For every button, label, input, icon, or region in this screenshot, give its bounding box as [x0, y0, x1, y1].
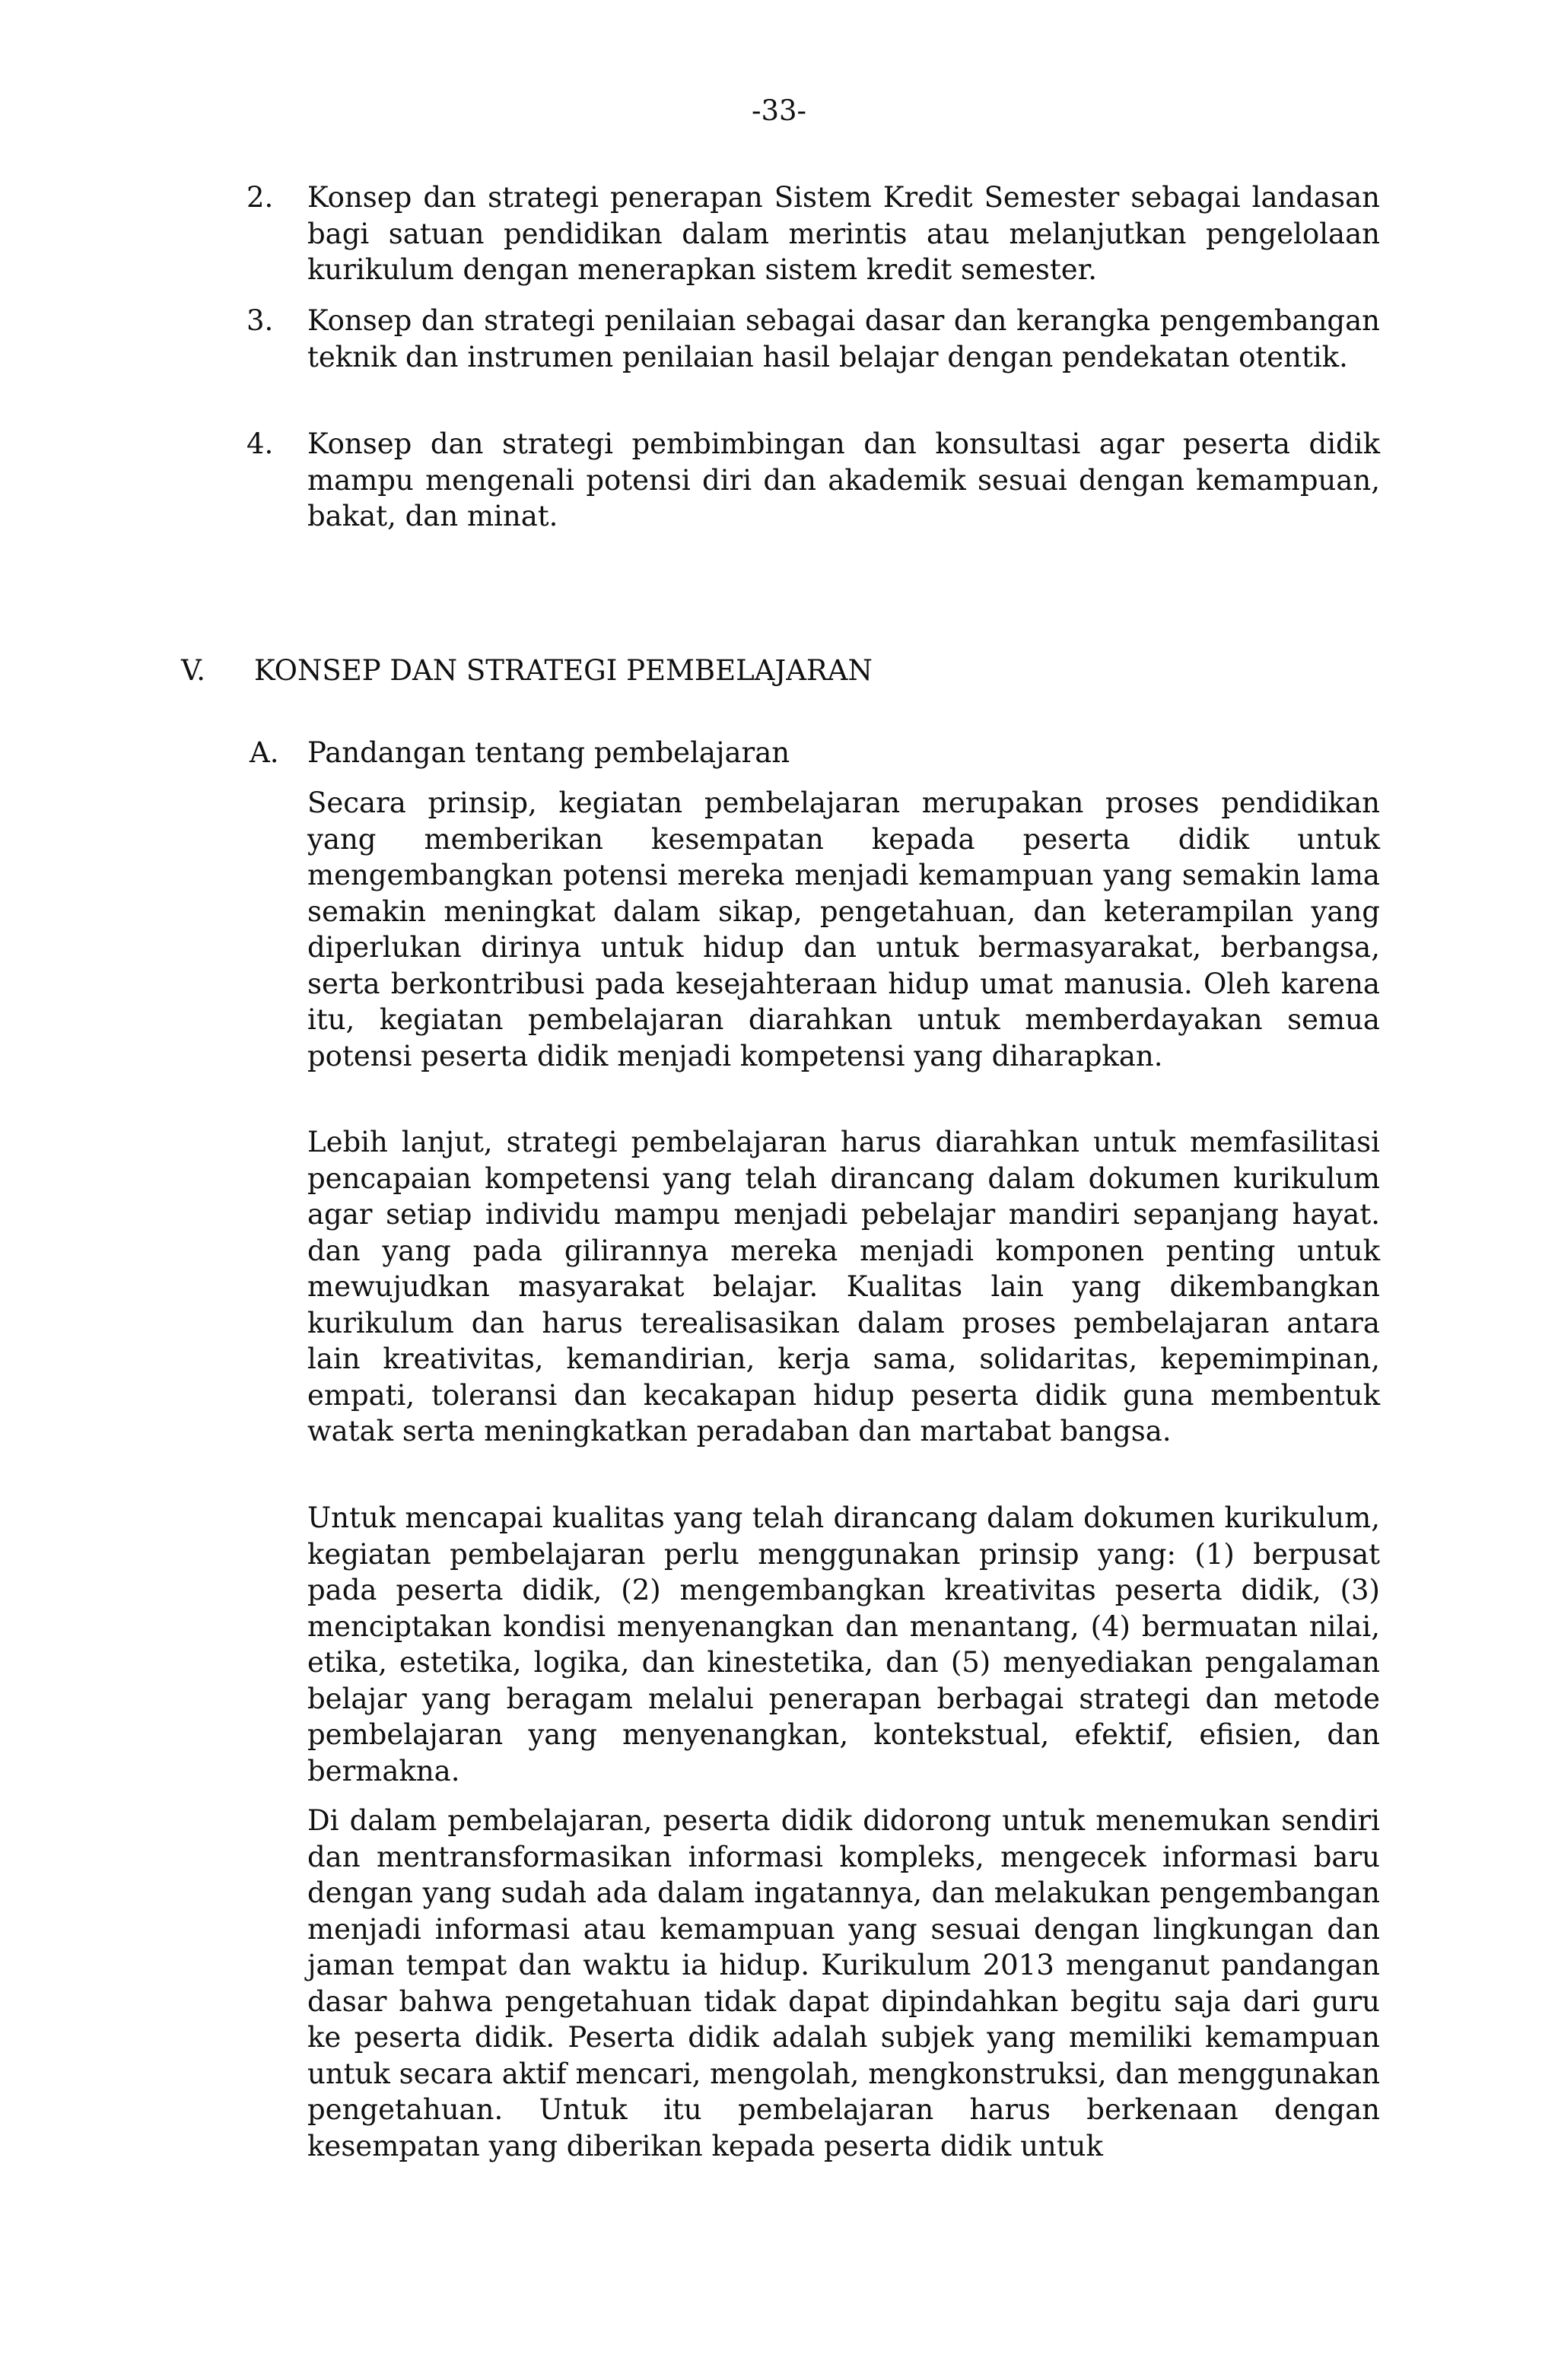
- subsection-title: Pandangan tentang pembelajaran: [307, 736, 790, 769]
- body-paragraph: Untuk mencapai kualitas yang telah dirancang dalam dokumen kurikulum, kegiatan pembelajaran perlu menggunakan prinsip yang: (1) berpusat pada peserta didik, (2) mengembangkan kreativitas peserta didik, (3) menciptakan kondisi menyenangkan dan menantang, (4) bermuatan nilai, etika, estetika, logika, dan kinestetika, dan (5) menyediakan pengalaman belajar yang beragam melalui penerapan berbagai strategi dan metode pembelajaran yang menyenangkan, kontekstual, efektif, efisien, dan bermakna.: [307, 1501, 1380, 1787]
- list-item-text: Konsep dan strategi pembimbingan dan konsultasi agar peserta didik mampu mengenali potensi diri dan akademik sesuai dengan kemampuan, bakat, dan minat.: [307, 427, 1380, 532]
- list-item-text: Konsep dan strategi penerapan Sistem Kredit Semester sebagai landasan bagi satuan pendidikan dalam merintis atau melanjutkan pengelolaan kurikulum dengan menerapkan sistem kredit semester.: [307, 181, 1380, 286]
- page-number: -33-: [751, 94, 807, 127]
- list-item-number: 3.: [246, 304, 274, 337]
- list-item-text: Konsep dan strategi penilaian sebagai dasar dan kerangka pengembangan teknik dan instrumen penilaian hasil belajar dengan pendekatan otentik.: [307, 304, 1380, 373]
- section-title: KONSEP DAN STRATEGI PEMBELAJARAN: [254, 654, 873, 687]
- list-item-number: 4.: [246, 427, 274, 460]
- body-paragraph: Di dalam pembelajaran, peserta didik didorong untuk menemukan sendiri dan mentransformasikan informasi kompleks, mengecek informasi baru dengan yang sudah ada dalam ingatannya, dan melakukan pengembangan menjadi informasi atau kemampuan yang sesuai dengan lingkungan dan jaman tempat dan waktu ia hidup. Kurikulum 2013 menganut pandangan dasar bahwa pengetahuan tidak dapat dipindahkan begitu saja dari guru ke peserta didik. Peserta didik adalah subjek yang memiliki kemampuan untuk secara aktif mencari, mengolah, mengkonstruksi, dan menggunakan pengetahuan. Untuk itu pembelajaran harus berkenaan dengan kesempatan yang diberikan kepada peserta didik untuk: [307, 1804, 1380, 2162]
- list-item: [246, 180, 1380, 288]
- body-paragraph: Lebih lanjut, strategi pembelajaran harus diarahkan untuk memfasilitasi pencapaian kompetensi yang telah dirancang dalam dokumen kurikulum agar setiap individu mampu menjadi pebelajar mandiri sepanjang hayat. dan yang pada gilirannya mereka menjadi komponen penting untuk mewujudkan masyarakat belajar. Kualitas lain yang dikembangkan kurikulum dan harus terealisasikan dalam proses pembelajaran antara lain kreativitas, kemandirian, kerja sama, solidaritas, kepemimpinan, empati, toleransi dan kecakapan hidup peserta didik guna membentuk watak serta meningkatkan peradaban dan martabat bangsa.: [307, 1126, 1380, 1447]
- subsection-number: A.: [250, 736, 279, 769]
- body-paragraph: Secara prinsip, kegiatan pembelajaran merupakan proses pendidikan yang memberikan kesempatan kepada peserta didik untuk mengembangkan potensi mereka menjadi kemampuan yang semakin lama semakin meningkat dalam sikap, pengetahuan, dan keterampilan yang diperlukan dirinya untuk hidup dan untuk bermasyarakat, berbangsa, serta berkontribusi pada kesejahteraan hidup umat manusia. Oleh karena itu, kegiatan pembelajaran diarahkan untuk memberdayakan semua potensi peserta didik menjadi kompetensi yang diharapkan.: [307, 786, 1380, 1072]
- list-item-number: 2.: [246, 181, 274, 214]
- list-item: [246, 426, 1380, 535]
- list-item: [246, 303, 1380, 375]
- section-number: V.: [181, 654, 206, 687]
